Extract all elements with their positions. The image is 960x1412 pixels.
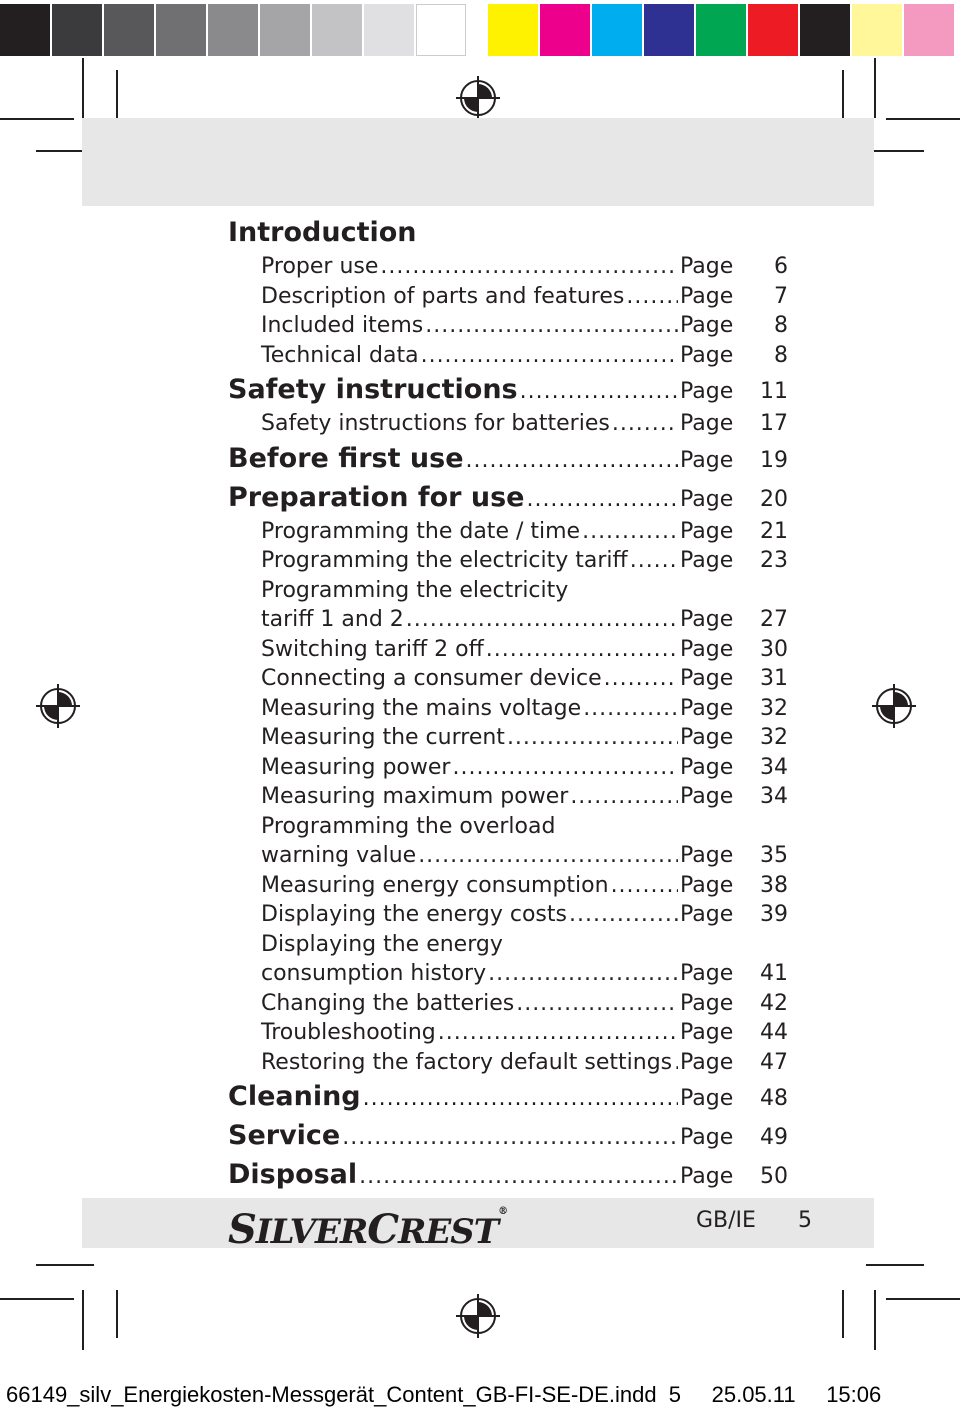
- crop-mark: [0, 1298, 74, 1300]
- toc-entry[interactable]: [228, 1116, 788, 1155]
- dot-leader: [674, 1048, 678, 1078]
- dot-leader: [520, 372, 678, 411]
- crop-mark: [866, 150, 924, 152]
- gray-swatch: [312, 4, 362, 56]
- dot-leader: [611, 871, 678, 901]
- toc-entry-title: Connecting a consumer device: [261, 666, 602, 691]
- toc-entry[interactable]: [261, 1018, 788, 1048]
- page-label: Page: [680, 1164, 734, 1189]
- toc-entry-title: Preparation for use: [228, 481, 525, 513]
- dot-leader: [342, 1118, 678, 1157]
- page-label: Page: [680, 379, 734, 404]
- gray-swatch: [52, 4, 102, 56]
- toc-entry-title: Measuring the current: [261, 725, 505, 750]
- page-number-ref: 30: [760, 636, 788, 662]
- printer-color-bar: [0, 0, 960, 58]
- dot-leader: [438, 1018, 678, 1048]
- page-number-ref: 7: [774, 283, 788, 309]
- toc-entry-title: Disposal: [228, 1159, 358, 1190]
- toc-entry-title: Displaying the energy costs: [261, 902, 567, 927]
- page-label: Page: [680, 411, 734, 436]
- dot-leader: [507, 723, 678, 753]
- page-label: Page: [680, 666, 734, 691]
- page-label: Page: [680, 725, 734, 750]
- page-label: Page: [680, 607, 734, 632]
- page-label: Page: [680, 695, 734, 721]
- toc-entry[interactable]: [261, 723, 788, 753]
- page-number-ref: 32: [760, 725, 788, 750]
- toc-entry[interactable]: [261, 409, 788, 439]
- dot-leader: [612, 409, 678, 439]
- toc-entry[interactable]: [261, 959, 788, 989]
- crop-mark: [116, 70, 118, 118]
- toc-entry[interactable]: [261, 753, 788, 783]
- toc-entry-title: Service: [228, 1120, 341, 1151]
- page-label: Page: [680, 961, 734, 986]
- page-number-ref: 48: [760, 1086, 788, 1111]
- color-swatch: [696, 4, 746, 56]
- toc-entry[interactable]: [261, 282, 788, 312]
- toc-entry-title: Measuring power: [261, 754, 451, 780]
- color-swatch: [748, 4, 798, 56]
- crop-mark: [36, 1264, 94, 1266]
- dot-leader: [452, 753, 678, 783]
- toc-heading-introduction: Introduction: [228, 217, 417, 248]
- slug-filename: 66149_silv_Energiekosten-Messgerät_Content_GB-FI-SE-DE.indd: [6, 1382, 657, 1407]
- toc-entry-title: Measuring the mains voltage: [261, 695, 582, 721]
- page-number-ref: 39: [760, 902, 788, 927]
- dot-leader: [406, 605, 678, 635]
- page-number-ref: 32: [760, 695, 788, 721]
- toc-entries: [228, 252, 788, 1194]
- silvercrest-logo: SILVERCREST®: [228, 1206, 508, 1253]
- toc-entry-title: Measuring energy consumption: [261, 872, 609, 898]
- page-number: 5: [798, 1208, 812, 1233]
- dot-leader: [466, 441, 678, 480]
- crop-mark: [874, 1290, 876, 1350]
- toc-entry-title: Description of parts and features: [261, 283, 625, 309]
- gray-swatch: [104, 4, 154, 56]
- page-label: Page: [680, 447, 734, 473]
- crop-mark: [842, 1290, 844, 1338]
- page-number-ref: 42: [760, 990, 788, 1016]
- dot-leader: [582, 517, 678, 547]
- dot-leader: [626, 282, 678, 312]
- toc-entry-title: tariff 1 and 2: [261, 607, 404, 632]
- toc-entry[interactable]: [228, 370, 788, 409]
- page-number-ref: 35: [760, 843, 788, 868]
- page-number-ref: 34: [760, 784, 788, 809]
- slug-date: 25.05.11: [711, 1382, 796, 1407]
- page-label: Page: [680, 1125, 734, 1150]
- print-slug: [6, 1382, 881, 1408]
- crop-mark: [116, 1290, 118, 1338]
- toc-entry[interactable]: [261, 694, 788, 724]
- page-number-ref: 49: [760, 1125, 788, 1150]
- gray-swatch: [156, 4, 206, 56]
- crop-mark: [866, 1264, 924, 1266]
- crop-mark: [0, 118, 74, 120]
- toc-entry-title: warning value: [261, 843, 417, 868]
- page-number-ref: 20: [760, 486, 788, 512]
- crop-mark: [886, 1298, 960, 1300]
- page-label: Page: [680, 342, 734, 368]
- toc-entry[interactable]: [228, 1077, 788, 1116]
- toc-entry[interactable]: [261, 341, 788, 371]
- dot-leader: [488, 959, 678, 989]
- toc-entry-title: Included items: [261, 313, 424, 338]
- toc-entry-title: Programming the electricity tariff: [261, 548, 628, 573]
- page-label: Page: [680, 518, 734, 544]
- dot-leader: [604, 664, 678, 694]
- crop-mark: [82, 58, 84, 118]
- page-number-ref: 21: [760, 518, 788, 544]
- page-number-ref: 34: [760, 754, 788, 780]
- toc-entry-title-line: [261, 812, 788, 842]
- toc-entry-title: Switching tariff 2 off: [261, 636, 484, 662]
- toc-entry-title: Measuring maximum power: [261, 784, 569, 809]
- toc-entry[interactable]: [261, 1048, 788, 1078]
- color-swatch: [592, 4, 642, 56]
- toc-entry[interactable]: [261, 635, 788, 665]
- slug-time: 15:06: [826, 1382, 882, 1407]
- page-label: Page: [680, 1049, 734, 1075]
- registration-mark-icon: [456, 76, 500, 120]
- page-number-ref: 47: [760, 1049, 788, 1075]
- toc-entry-title: consumption history: [261, 961, 487, 986]
- toc-entry-title: Displaying the energy: [261, 931, 503, 957]
- toc-entry[interactable]: [228, 439, 788, 478]
- slug-page: 5: [668, 1382, 682, 1407]
- toc-entry-title-line: [261, 930, 788, 960]
- toc-entry[interactable]: [261, 252, 788, 282]
- page-number-ref: 50: [760, 1164, 788, 1189]
- dot-leader: [363, 1079, 678, 1118]
- dot-leader: [486, 635, 678, 665]
- toc-entry-title: Safety instructions: [228, 374, 518, 405]
- toc-entry[interactable]: [261, 517, 788, 547]
- page-label: Page: [680, 548, 734, 573]
- crop-mark: [842, 70, 844, 118]
- page-label: Page: [680, 843, 734, 868]
- toc-entry[interactable]: [228, 1155, 788, 1194]
- page-number-ref: 44: [760, 1020, 788, 1045]
- page-label: Page: [680, 313, 734, 338]
- gray-swatch: [0, 4, 50, 56]
- dot-leader: [570, 782, 678, 812]
- page-label: Page: [680, 754, 734, 780]
- toc-entry[interactable]: [261, 311, 788, 341]
- registration-mark-icon: [456, 1294, 500, 1338]
- color-swatch: [852, 4, 902, 56]
- toc-entry-title: Programming the overload: [261, 813, 556, 839]
- dot-leader: [425, 311, 678, 341]
- toc-entry[interactable]: [261, 989, 788, 1019]
- toc-entry[interactable]: [261, 605, 788, 635]
- toc-entry[interactable]: [261, 841, 788, 871]
- table-of-contents: [228, 214, 788, 1194]
- page-label: Page: [680, 784, 734, 809]
- toc-entry-title: Safety instructions for batteries: [261, 411, 610, 436]
- toc-entry-title: Before first use: [228, 442, 464, 474]
- page-label: Page: [680, 990, 734, 1016]
- crop-mark: [874, 58, 876, 118]
- page-label: Page: [680, 254, 734, 279]
- page-number-ref: 31: [760, 666, 788, 691]
- toc-entry[interactable]: [261, 546, 788, 576]
- dot-leader: [418, 841, 678, 871]
- header-band: [82, 118, 874, 206]
- toc-entry-title: Programming the date / time: [261, 518, 581, 544]
- page-number-ref: 8: [774, 313, 788, 338]
- page-number-ref: 23: [760, 548, 788, 573]
- color-swatch: [540, 4, 590, 56]
- page-label: Page: [680, 283, 734, 309]
- color-swatch: [488, 4, 538, 56]
- page-number-ref: 38: [760, 872, 788, 898]
- registration-mark-icon: [872, 684, 916, 728]
- page-number-ref: 27: [760, 607, 788, 632]
- dot-leader: [421, 341, 678, 371]
- toc-entry[interactable]: [261, 871, 788, 901]
- page-number-ref: 41: [760, 961, 788, 986]
- dot-leader: [526, 480, 678, 519]
- dot-leader: [380, 252, 678, 282]
- toc-entry-title: Changing the batteries: [261, 990, 515, 1016]
- toc-entry[interactable]: [261, 782, 788, 812]
- page-label: Page: [680, 1020, 734, 1045]
- page-label: Page: [680, 1086, 734, 1111]
- toc-entry-title: Programming the electricity: [261, 577, 569, 603]
- dot-leader: [359, 1157, 678, 1196]
- page-number-ref: 11: [760, 379, 788, 404]
- page-label: Page: [680, 636, 734, 662]
- dot-leader: [630, 546, 678, 576]
- crop-mark: [886, 118, 960, 120]
- page-number-ref: 6: [774, 254, 788, 279]
- gray-swatch: [208, 4, 258, 56]
- toc-entry[interactable]: [228, 478, 788, 517]
- toc-entry[interactable]: [261, 664, 788, 694]
- toc-entry-title: Restoring the factory default settings: [261, 1049, 673, 1075]
- page-label: Page: [680, 486, 734, 512]
- page-label: Page: [680, 902, 734, 927]
- toc-entry-title: Technical data: [261, 342, 419, 368]
- page-number-ref: 17: [760, 411, 788, 436]
- page-label: Page: [680, 872, 734, 898]
- gray-swatch: [364, 4, 414, 56]
- toc-entry-title-line: [261, 576, 788, 606]
- toc-entry-title: Proper use: [261, 254, 379, 279]
- registration-mark-icon: [36, 684, 80, 728]
- toc-entry-title: Cleaning: [228, 1081, 361, 1112]
- dot-leader: [583, 694, 678, 724]
- page-number-ref: 8: [774, 342, 788, 368]
- crop-mark: [82, 1290, 84, 1350]
- toc-entry[interactable]: [261, 900, 788, 930]
- color-swatch: [800, 4, 850, 56]
- color-swatch: [644, 4, 694, 56]
- dot-leader: [569, 900, 678, 930]
- page-number-ref: 19: [760, 447, 788, 473]
- gray-swatch: [416, 4, 466, 56]
- gray-swatch: [260, 4, 310, 56]
- dot-leader: [516, 989, 678, 1019]
- language-code: GB/IE: [696, 1208, 756, 1233]
- color-swatch: [904, 4, 954, 56]
- toc-entry-title: Troubleshooting: [261, 1020, 436, 1045]
